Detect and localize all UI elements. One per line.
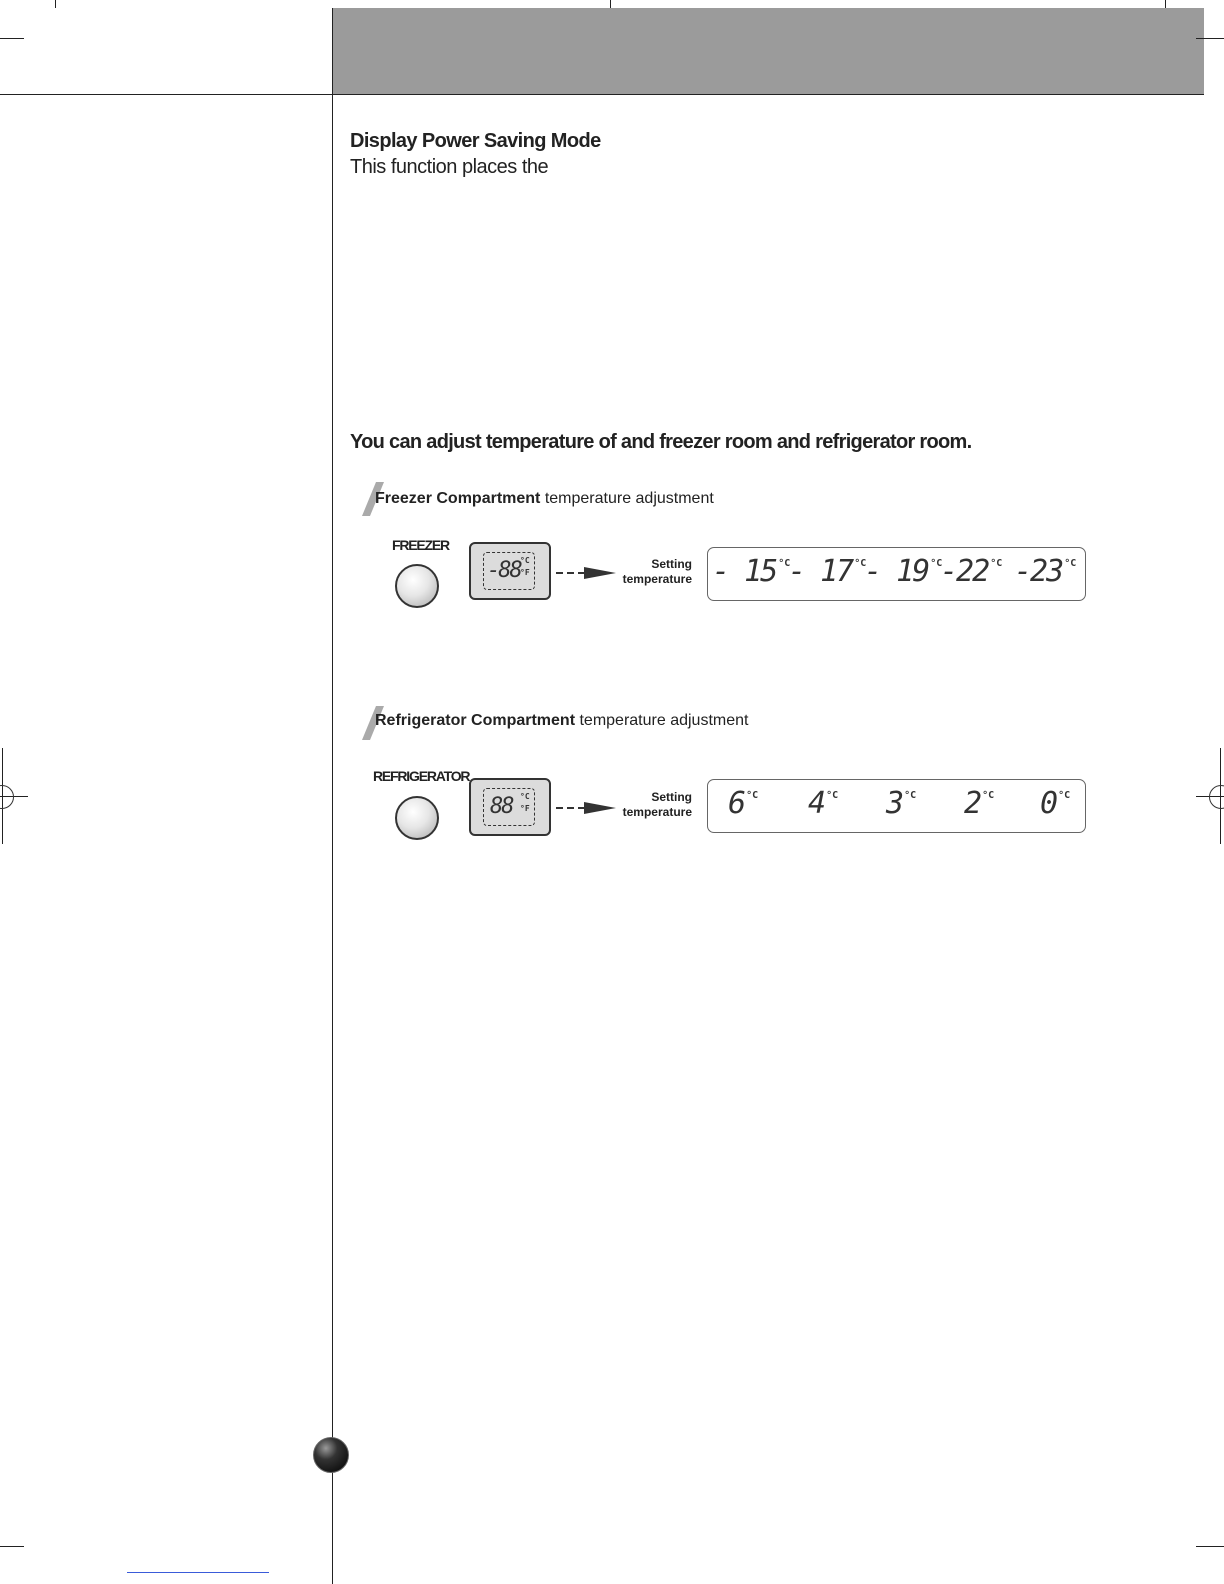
refrigerator-temp-option: 0 $^{^\circ C}$ (1040, 786, 1071, 821)
setting-label-line2: temperature (622, 805, 692, 819)
section-title: Display Power Saving Mode (350, 130, 601, 152)
refrigerator-heading-bold: Refrigerator Compartment (375, 712, 576, 729)
freezer-heading-rest: temperature adjustment (540, 490, 714, 507)
footer-link-underline (127, 1572, 269, 1573)
header-bar (332, 8, 1204, 95)
celsius-indicator: °C (520, 556, 530, 565)
freezer-temperature-strip (707, 547, 1086, 601)
page-marker-dot (313, 1437, 349, 1473)
crop-mark (1196, 38, 1224, 39)
registration-mark (1209, 785, 1224, 809)
refrigerator-button[interactable] (395, 796, 439, 840)
adjust-heading: You can adjust temperature of and freezer room and refrigerator room. (350, 431, 972, 453)
freezer-display (469, 542, 551, 600)
freezer-display-digits: -88 (487, 558, 521, 583)
registration-mark (0, 785, 14, 809)
freezer-button[interactable] (395, 564, 439, 608)
refrigerator-display-digits: 88 (490, 794, 513, 819)
crop-mark (0, 1546, 24, 1547)
fahrenheit-indicator: °F (520, 804, 530, 813)
refrigerator-heading-rest: temperature adjustment (575, 712, 749, 729)
freezer-temp-option: -22 $^{^\circ C}$ (940, 554, 1003, 589)
fahrenheit-indicator: °F (520, 568, 530, 577)
freezer-heading (375, 490, 714, 508)
page-margin-line (332, 8, 333, 1584)
freezer-button-label: FREEZER (392, 537, 449, 553)
refrigerator-setting-label (600, 790, 692, 820)
section-text: This function places the (350, 156, 549, 178)
freezer-setting-label (600, 557, 692, 587)
freezer-temp-option: - 19 $^{^\circ C}$ (864, 554, 943, 589)
freezer-display-segment-area (483, 552, 535, 590)
crop-mark (1165, 0, 1166, 8)
refrigerator-button-label: REFRIGERATOR (373, 768, 470, 784)
crop-mark (55, 0, 56, 8)
crop-mark (610, 0, 611, 8)
setting-label-line2: temperature (622, 572, 692, 586)
refrigerator-temp-option: 3 $^{^\circ C}$ (886, 786, 917, 821)
setting-label-line1: Setting (651, 790, 692, 804)
refrigerator-display-segment-area (483, 788, 535, 826)
crop-mark (1196, 1546, 1224, 1547)
header-rule (0, 94, 1204, 95)
freezer-temp-option: - 17 $^{^\circ C}$ (788, 554, 867, 589)
refrigerator-temp-option: 4 $^{^\circ C}$ (808, 786, 839, 821)
freezer-temp-option: - 15 $^{^\circ C}$ (712, 554, 791, 589)
freezer-heading-bold: Freezer Compartment (375, 490, 541, 507)
celsius-indicator: °C (520, 792, 530, 801)
setting-label-line1: Setting (651, 557, 692, 571)
freezer-temp-option: -23 $^{^\circ C}$ (1014, 554, 1077, 589)
refrigerator-display (469, 778, 551, 836)
crop-mark (0, 38, 24, 39)
refrigerator-temp-option: 2 $^{^\circ C}$ (964, 786, 995, 821)
refrigerator-temperature-strip (707, 779, 1086, 833)
refrigerator-heading (375, 712, 748, 730)
refrigerator-temp-option: 6 $^{^\circ C}$ (728, 786, 759, 821)
